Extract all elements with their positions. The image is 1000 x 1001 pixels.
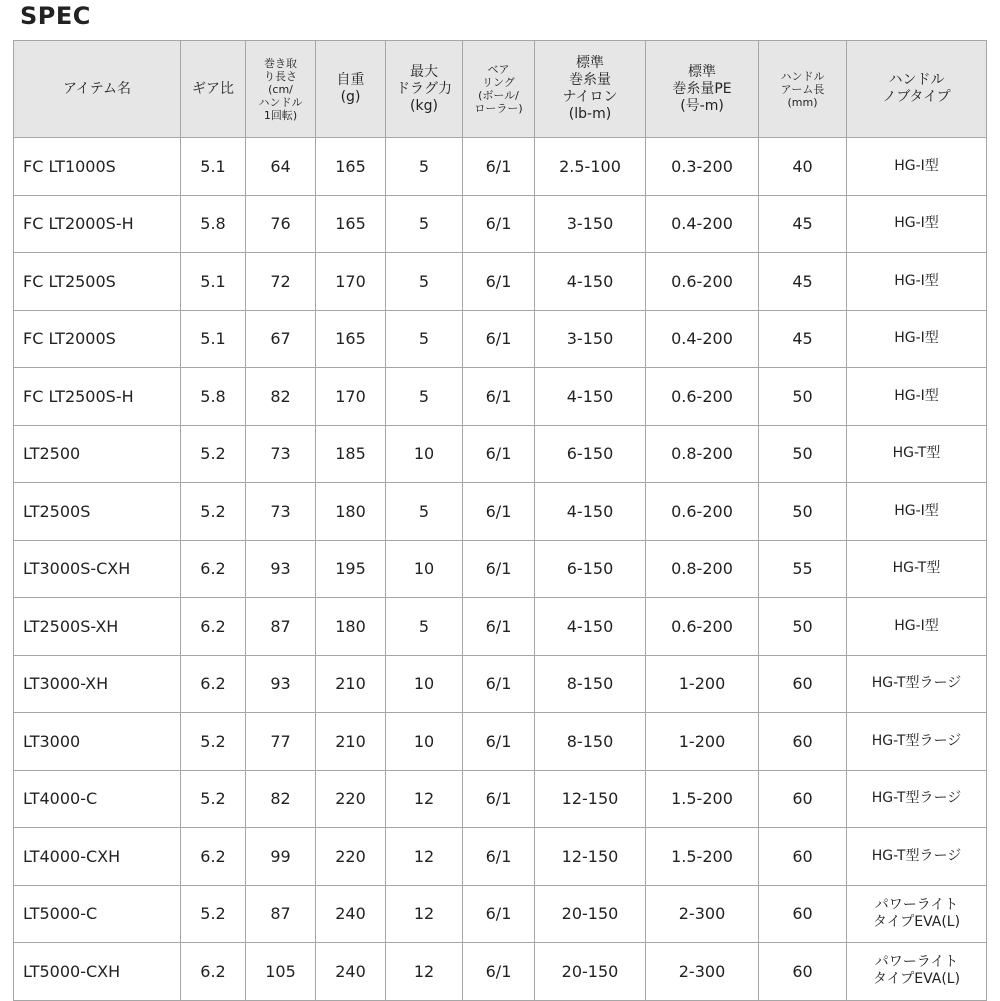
- table-cell: HG-I型: [847, 483, 987, 541]
- table-cell: 1-200: [646, 655, 759, 713]
- column-header-line: ローラー): [474, 102, 523, 115]
- table-cell: 6/1: [463, 943, 535, 1001]
- table-cell: 5: [386, 253, 463, 311]
- column-header-line: アイテム名: [62, 80, 132, 97]
- table-cell: HG-I型: [847, 195, 987, 253]
- table-cell: 5: [386, 598, 463, 656]
- table-cell: 1.5-200: [646, 770, 759, 828]
- column-header: [759, 41, 847, 138]
- table-cell: 93: [246, 655, 316, 713]
- table-cell: 165: [316, 138, 386, 196]
- page-title: SPEC: [20, 2, 91, 30]
- table-cell: 82: [246, 368, 316, 426]
- table-cell: 6/1: [463, 195, 535, 253]
- table-cell: 50: [759, 425, 847, 483]
- table-cell: 5.8: [181, 195, 246, 253]
- column-header-line: ノブタイプ: [882, 89, 951, 105]
- column-header: [246, 41, 316, 138]
- table-cell: 240: [316, 885, 386, 943]
- item-name-cell: LT3000S-CXH: [14, 540, 181, 598]
- table-cell: 240: [316, 943, 386, 1001]
- table-cell: 1.5-200: [646, 828, 759, 886]
- table-cell: 220: [316, 828, 386, 886]
- table-cell: 8-150: [535, 713, 646, 771]
- table-cell: 72: [246, 253, 316, 311]
- table-cell: 6/1: [463, 483, 535, 541]
- table-cell: 93: [246, 540, 316, 598]
- column-header-line: 1回転): [263, 108, 298, 122]
- table-body: [14, 138, 987, 1001]
- table-cell: HG-I型: [847, 310, 987, 368]
- table-cell: 0.6-200: [646, 483, 759, 541]
- column-header-line: リング: [482, 76, 515, 89]
- table-cell: 6/1: [463, 425, 535, 483]
- column-header-line: ハンドル: [780, 69, 825, 83]
- table-cell: パワーライト タイプEVA(L): [847, 943, 987, 1001]
- item-name-cell: LT2500S: [14, 483, 181, 541]
- table-cell: 5.2: [181, 425, 246, 483]
- column-header-line: (cm/: [268, 82, 293, 96]
- table-cell: 67: [246, 310, 316, 368]
- table-cell: HG-T型ラージ: [847, 655, 987, 713]
- table-cell: 0.3-200: [646, 138, 759, 196]
- column-header-line: 最大: [410, 63, 438, 80]
- column-header-line: (lb-m): [568, 106, 612, 122]
- table-cell: 20-150: [535, 943, 646, 1001]
- table-cell: 6.2: [181, 828, 246, 886]
- table-cell: 210: [316, 655, 386, 713]
- item-name-cell: FC LT1000S: [14, 138, 181, 196]
- item-name-cell: FC LT2500S-H: [14, 368, 181, 426]
- table-row: [14, 138, 987, 196]
- table-cell: 6/1: [463, 253, 535, 311]
- table-cell: 170: [316, 253, 386, 311]
- table-row: [14, 195, 987, 253]
- table-cell: 6/1: [463, 885, 535, 943]
- table-cell: 60: [759, 943, 847, 1001]
- table-cell: 6/1: [463, 598, 535, 656]
- table-cell: 4-150: [535, 368, 646, 426]
- table-row: [14, 713, 987, 771]
- table-cell: 5: [386, 138, 463, 196]
- table-cell: 87: [246, 598, 316, 656]
- column-header-line: ナイロン: [562, 89, 618, 105]
- column-header-line: (g): [340, 89, 361, 105]
- column-header: [463, 41, 535, 138]
- column-header-line: (号-m): [680, 97, 724, 114]
- table-cell: 0.4-200: [646, 310, 759, 368]
- table-cell: 5.2: [181, 770, 246, 828]
- column-header-line: (mm): [787, 95, 818, 109]
- table-cell: 6.2: [181, 598, 246, 656]
- column-header: [386, 41, 463, 138]
- table-cell: 40: [759, 138, 847, 196]
- table-cell: 6-150: [535, 425, 646, 483]
- table-cell: 82: [246, 770, 316, 828]
- table-row: [14, 828, 987, 886]
- table-cell: 60: [759, 713, 847, 771]
- table-cell: HG-T型ラージ: [847, 713, 987, 771]
- table-cell: 5: [386, 195, 463, 253]
- table-cell: 170: [316, 368, 386, 426]
- table-cell: 5.2: [181, 483, 246, 541]
- table-cell: 12: [386, 770, 463, 828]
- table-cell: 210: [316, 713, 386, 771]
- table-cell: 6/1: [463, 770, 535, 828]
- table-row: [14, 253, 987, 311]
- table-cell: HG-T型ラージ: [847, 770, 987, 828]
- column-header-line: (ボール/: [478, 89, 519, 102]
- table-cell: 50: [759, 483, 847, 541]
- table-cell: 0.6-200: [646, 598, 759, 656]
- table-cell: 5: [386, 310, 463, 368]
- table-cell: 5.1: [181, 138, 246, 196]
- table-cell: 10: [386, 655, 463, 713]
- column-header-line: アーム長: [780, 82, 825, 96]
- table-cell: 73: [246, 483, 316, 541]
- table-row: [14, 368, 987, 426]
- table-cell: 99: [246, 828, 316, 886]
- table-cell: 76: [246, 195, 316, 253]
- item-name-cell: FC LT2000S: [14, 310, 181, 368]
- column-header: [14, 41, 181, 138]
- table-cell: 2-300: [646, 885, 759, 943]
- table-cell: 3-150: [535, 310, 646, 368]
- table-cell: 4-150: [535, 253, 646, 311]
- column-header-line: ベア: [487, 63, 510, 76]
- table-row: [14, 540, 987, 598]
- table-cell: 60: [759, 655, 847, 713]
- table-cell: 2-300: [646, 943, 759, 1001]
- column-header-line: ギア比: [192, 80, 234, 97]
- column-header: [316, 41, 386, 138]
- table-cell: 10: [386, 425, 463, 483]
- table-cell: 5: [386, 483, 463, 541]
- table-cell: 6/1: [463, 138, 535, 196]
- table-cell: HG-I型: [847, 253, 987, 311]
- column-header-line: ハンドル: [888, 72, 945, 88]
- table-cell: 5.8: [181, 368, 246, 426]
- table-cell: HG-I型: [847, 138, 987, 196]
- table-cell: 165: [316, 195, 386, 253]
- table-cell: 6/1: [463, 655, 535, 713]
- table-cell: 50: [759, 368, 847, 426]
- table-cell: 77: [246, 713, 316, 771]
- table-cell: 180: [316, 483, 386, 541]
- column-header-line: 巻糸量: [569, 72, 611, 88]
- table-cell: 3-150: [535, 195, 646, 253]
- table-cell: 6.2: [181, 943, 246, 1001]
- table-cell: 20-150: [535, 885, 646, 943]
- table-cell: 0.6-200: [646, 253, 759, 311]
- table-cell: 6/1: [463, 828, 535, 886]
- table-cell: 64: [246, 138, 316, 196]
- table-cell: 0.6-200: [646, 368, 759, 426]
- table-row: [14, 655, 987, 713]
- table-cell: HG-T型: [847, 540, 987, 598]
- table-cell: 6.2: [181, 540, 246, 598]
- table-cell: 4-150: [535, 598, 646, 656]
- column-header: [646, 41, 759, 138]
- table-cell: 5.1: [181, 310, 246, 368]
- table-row: [14, 770, 987, 828]
- table-cell: 4-150: [535, 483, 646, 541]
- item-name-cell: FC LT2500S: [14, 253, 181, 311]
- column-header-line: ハンドル: [258, 95, 303, 109]
- item-name-cell: LT4000-C: [14, 770, 181, 828]
- table-row: [14, 598, 987, 656]
- column-header-line: 標準: [576, 55, 604, 71]
- table-cell: 0.8-200: [646, 425, 759, 483]
- column-header: [181, 41, 246, 138]
- table-cell: 12-150: [535, 828, 646, 886]
- table-cell: 10: [386, 713, 463, 771]
- column-header-line: 標準: [688, 63, 716, 80]
- item-name-cell: LT2500: [14, 425, 181, 483]
- table-cell: 60: [759, 885, 847, 943]
- table-cell: 6.2: [181, 655, 246, 713]
- table-cell: HG-I型: [847, 368, 987, 426]
- table-cell: 2.5-100: [535, 138, 646, 196]
- table-cell: 220: [316, 770, 386, 828]
- column-header-line: 自重: [336, 72, 365, 88]
- item-name-cell: LT5000-C: [14, 885, 181, 943]
- table-cell: 6/1: [463, 713, 535, 771]
- table-cell: 6/1: [463, 540, 535, 598]
- column-header-line: 巻糸量PE: [672, 80, 732, 97]
- column-header-line: 巻き取: [264, 56, 297, 70]
- column-header-line: り長さ: [264, 69, 297, 83]
- item-name-cell: LT3000-XH: [14, 655, 181, 713]
- table-cell: 60: [759, 828, 847, 886]
- table-row: [14, 425, 987, 483]
- table-row: [14, 885, 987, 943]
- table-cell: 180: [316, 598, 386, 656]
- table-cell: 105: [246, 943, 316, 1001]
- item-name-cell: FC LT2000S-H: [14, 195, 181, 253]
- table-cell: 5.2: [181, 885, 246, 943]
- table-cell: 45: [759, 195, 847, 253]
- column-header: [847, 41, 987, 138]
- table-row: [14, 483, 987, 541]
- table-header-row: [14, 41, 987, 138]
- table-cell: 12: [386, 828, 463, 886]
- table-cell: 195: [316, 540, 386, 598]
- table-cell: 45: [759, 253, 847, 311]
- column-header-line: ドラグ力: [396, 80, 452, 97]
- table-cell: 12-150: [535, 770, 646, 828]
- column-header: [535, 41, 646, 138]
- table-cell: 45: [759, 310, 847, 368]
- item-name-cell: LT4000-CXH: [14, 828, 181, 886]
- table-cell: HG-T型ラージ: [847, 828, 987, 886]
- table-cell: 0.4-200: [646, 195, 759, 253]
- table-cell: HG-T型: [847, 425, 987, 483]
- table-cell: 165: [316, 310, 386, 368]
- table-cell: 6/1: [463, 368, 535, 426]
- table-cell: 6/1: [463, 310, 535, 368]
- table-cell: 50: [759, 598, 847, 656]
- table-cell: 0.8-200: [646, 540, 759, 598]
- table-cell: パワーライト タイプEVA(L): [847, 885, 987, 943]
- table-cell: 5: [386, 368, 463, 426]
- table-cell: 5.1: [181, 253, 246, 311]
- item-name-cell: LT3000: [14, 713, 181, 771]
- table-cell: 87: [246, 885, 316, 943]
- item-name-cell: LT5000-CXH: [14, 943, 181, 1001]
- table-row: [14, 943, 987, 1001]
- table-cell: 73: [246, 425, 316, 483]
- table-cell: 5.2: [181, 713, 246, 771]
- item-name-cell: LT2500S-XH: [14, 598, 181, 656]
- spec-table: [13, 40, 987, 1001]
- table-row: [14, 310, 987, 368]
- table-cell: HG-I型: [847, 598, 987, 656]
- table-cell: 60: [759, 770, 847, 828]
- table-cell: 12: [386, 943, 463, 1001]
- column-header-line: (kg): [410, 97, 438, 114]
- table-cell: 6-150: [535, 540, 646, 598]
- table-cell: 8-150: [535, 655, 646, 713]
- table-cell: 10: [386, 540, 463, 598]
- table-cell: 185: [316, 425, 386, 483]
- table-cell: 55: [759, 540, 847, 598]
- table-cell: 1-200: [646, 713, 759, 771]
- table-cell: 12: [386, 885, 463, 943]
